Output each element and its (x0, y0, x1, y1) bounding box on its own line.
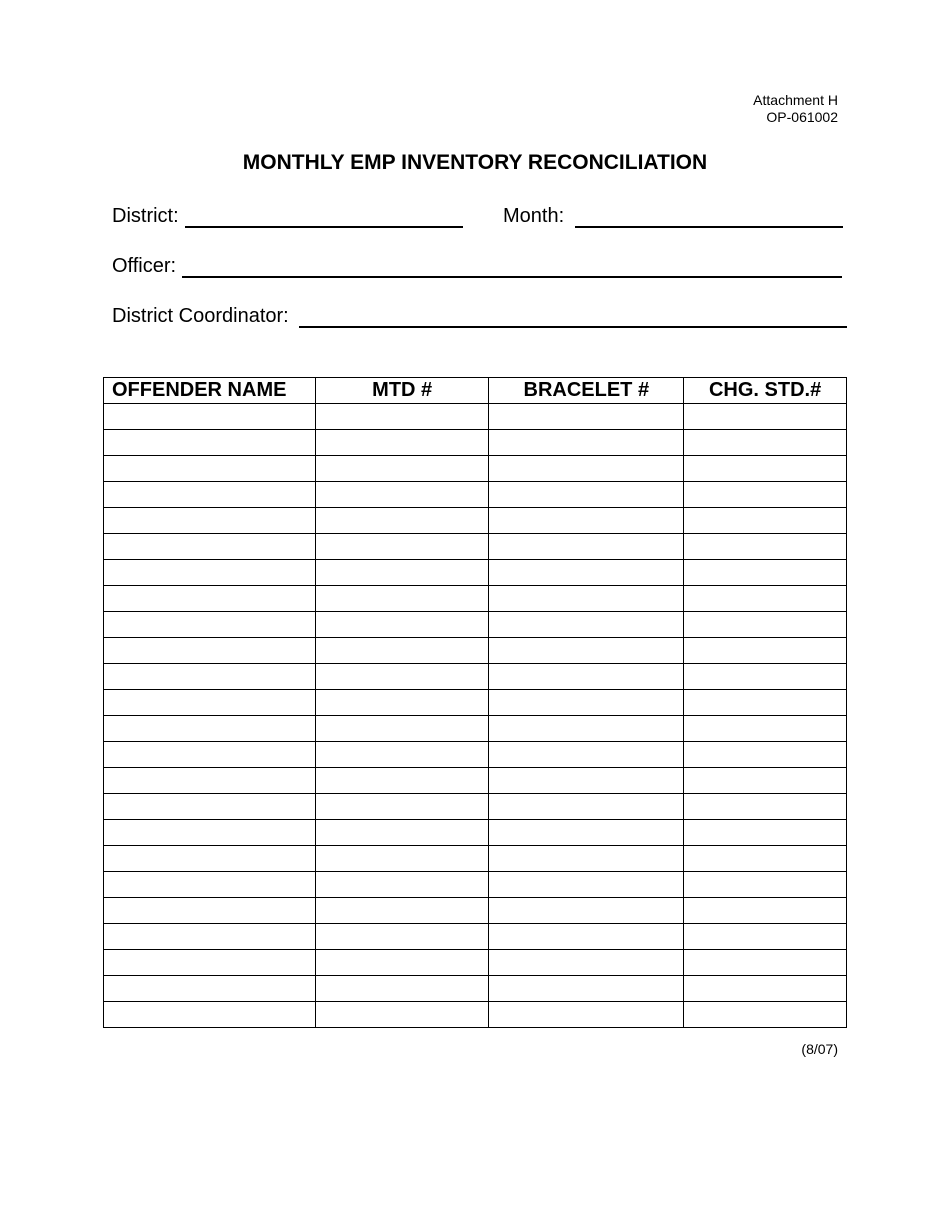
chg-std-cell[interactable] (684, 690, 847, 716)
mtd-cell[interactable] (315, 1002, 489, 1028)
mtd-cell[interactable] (315, 872, 489, 898)
mtd-cell[interactable] (315, 976, 489, 1002)
table-row (104, 586, 847, 612)
offender-name-cell[interactable] (104, 846, 316, 872)
table-row (104, 508, 847, 534)
column-header-chg-std: CHG. STD.# (684, 378, 847, 404)
officer-input-line[interactable] (182, 254, 842, 278)
mtd-cell[interactable] (315, 950, 489, 976)
bracelet-cell[interactable] (489, 404, 684, 430)
chg-std-cell[interactable] (684, 638, 847, 664)
district-field (112, 202, 463, 228)
offender-name-cell[interactable] (104, 560, 316, 586)
table-row (104, 716, 847, 742)
offender-name-cell[interactable] (104, 976, 316, 1002)
chg-std-cell[interactable] (684, 872, 847, 898)
chg-std-cell[interactable] (684, 664, 847, 690)
bracelet-cell[interactable] (489, 508, 684, 534)
offender-name-cell[interactable] (104, 430, 316, 456)
offender-name-cell[interactable] (104, 716, 316, 742)
offender-name-cell[interactable] (104, 1002, 316, 1028)
month-label: Month: (503, 205, 565, 227)
chg-std-cell[interactable] (684, 430, 847, 456)
mtd-cell[interactable] (315, 742, 489, 768)
month-input-line[interactable] (575, 204, 843, 228)
offender-name-cell[interactable] (104, 612, 316, 638)
bracelet-cell[interactable] (489, 794, 684, 820)
offender-name-cell[interactable] (104, 820, 316, 846)
table-row (104, 976, 847, 1002)
mtd-cell[interactable] (315, 430, 489, 456)
chg-std-cell[interactable] (684, 404, 847, 430)
mtd-cell[interactable] (315, 612, 489, 638)
bracelet-cell[interactable] (489, 430, 684, 456)
table-body (104, 404, 847, 1028)
chg-std-cell[interactable] (684, 742, 847, 768)
chg-std-cell[interactable] (684, 898, 847, 924)
table-row (104, 638, 847, 664)
table-row (104, 950, 847, 976)
table-row (104, 820, 847, 846)
bracelet-cell[interactable] (489, 846, 684, 872)
offender-name-cell[interactable] (104, 794, 316, 820)
mtd-cell[interactable] (315, 794, 489, 820)
bracelet-cell[interactable] (489, 560, 684, 586)
bracelet-cell[interactable] (489, 820, 684, 846)
bracelet-cell[interactable] (489, 586, 684, 612)
chg-std-cell[interactable] (684, 508, 847, 534)
officer-label: Officer: (112, 255, 177, 277)
district-coordinator-field (112, 302, 847, 328)
offender-name-cell[interactable] (104, 742, 316, 768)
revision-date: (8/07) (801, 1041, 838, 1057)
bracelet-cell[interactable] (489, 950, 684, 976)
mtd-cell[interactable] (315, 768, 489, 794)
table-row (104, 872, 847, 898)
table-row (104, 456, 847, 482)
mtd-cell[interactable] (315, 820, 489, 846)
table-row (104, 534, 847, 560)
offender-name-cell[interactable] (104, 898, 316, 924)
chg-std-cell[interactable] (684, 456, 847, 482)
table-row (104, 794, 847, 820)
bracelet-cell[interactable] (489, 716, 684, 742)
offender-name-cell[interactable] (104, 508, 316, 534)
table-row (104, 924, 847, 950)
mtd-cell[interactable] (315, 846, 489, 872)
attachment-header (753, 92, 838, 126)
chg-std-cell[interactable] (684, 768, 847, 794)
district-coordinator-label: District Coordinator: (112, 305, 289, 327)
inventory-table (103, 377, 847, 1028)
mtd-cell[interactable] (315, 482, 489, 508)
bracelet-cell[interactable] (489, 612, 684, 638)
offender-name-cell[interactable] (104, 924, 316, 950)
chg-std-cell[interactable] (684, 976, 847, 1002)
mtd-cell[interactable] (315, 664, 489, 690)
chg-std-cell[interactable] (684, 612, 847, 638)
offender-name-cell[interactable] (104, 534, 316, 560)
bracelet-cell[interactable] (489, 534, 684, 560)
offender-name-cell[interactable] (104, 586, 316, 612)
offender-name-cell[interactable] (104, 404, 316, 430)
column-header-mtd: MTD # (315, 378, 489, 404)
bracelet-cell[interactable] (489, 482, 684, 508)
district-coordinator-input-line[interactable] (299, 304, 847, 328)
chg-std-cell[interactable] (684, 560, 847, 586)
bracelet-cell[interactable] (489, 638, 684, 664)
mtd-cell[interactable] (315, 898, 489, 924)
chg-std-cell[interactable] (684, 586, 847, 612)
chg-std-cell[interactable] (684, 820, 847, 846)
table-row (104, 664, 847, 690)
offender-name-cell[interactable] (104, 950, 316, 976)
offender-name-cell[interactable] (104, 690, 316, 716)
bracelet-cell[interactable] (489, 456, 684, 482)
offender-name-cell[interactable] (104, 664, 316, 690)
chg-std-cell[interactable] (684, 794, 847, 820)
officer-field (112, 252, 842, 278)
mtd-cell[interactable] (315, 508, 489, 534)
chg-std-cell[interactable] (684, 716, 847, 742)
mtd-cell[interactable] (315, 586, 489, 612)
table-header-row (104, 378, 847, 404)
page-title: MONTHLY EMP INVENTORY RECONCILIATION (242, 151, 708, 174)
document-code: OP-061002 (766, 109, 838, 125)
mtd-cell[interactable] (315, 404, 489, 430)
bracelet-cell[interactable] (489, 768, 684, 794)
attachment-label: Attachment H (753, 92, 838, 108)
chg-std-cell[interactable] (684, 534, 847, 560)
table-row (104, 560, 847, 586)
offender-name-cell[interactable] (104, 638, 316, 664)
mtd-cell[interactable] (315, 534, 489, 560)
mtd-cell[interactable] (315, 456, 489, 482)
mtd-cell[interactable] (315, 716, 489, 742)
table-row (104, 690, 847, 716)
bracelet-cell[interactable] (489, 742, 684, 768)
chg-std-cell[interactable] (684, 924, 847, 950)
mtd-cell[interactable] (315, 638, 489, 664)
bracelet-cell[interactable] (489, 1002, 684, 1028)
mtd-cell[interactable] (315, 560, 489, 586)
offender-name-cell[interactable] (104, 872, 316, 898)
offender-name-cell[interactable] (104, 768, 316, 794)
column-header-bracelet: BRACELET # (489, 378, 684, 404)
offender-name-cell[interactable] (104, 456, 316, 482)
bracelet-cell[interactable] (489, 872, 684, 898)
table-row (104, 612, 847, 638)
table-row (104, 768, 847, 794)
bracelet-cell[interactable] (489, 976, 684, 1002)
chg-std-cell[interactable] (684, 482, 847, 508)
chg-std-cell[interactable] (684, 1002, 847, 1028)
table-row (104, 482, 847, 508)
month-field (503, 202, 843, 228)
table-row (104, 898, 847, 924)
table-row (104, 404, 847, 430)
bracelet-cell[interactable] (489, 898, 684, 924)
column-header-offender-name: OFFENDER NAME (104, 378, 316, 404)
district-label: District: (112, 205, 179, 227)
district-input-line[interactable] (185, 204, 463, 228)
mtd-cell[interactable] (315, 690, 489, 716)
mtd-cell[interactable] (315, 924, 489, 950)
bracelet-cell[interactable] (489, 690, 684, 716)
chg-std-cell[interactable] (684, 846, 847, 872)
table-row (104, 430, 847, 456)
bracelet-cell[interactable] (489, 664, 684, 690)
table-row (104, 742, 847, 768)
table-row (104, 1002, 847, 1028)
table-row (104, 846, 847, 872)
chg-std-cell[interactable] (684, 950, 847, 976)
offender-name-cell[interactable] (104, 482, 316, 508)
bracelet-cell[interactable] (489, 924, 684, 950)
